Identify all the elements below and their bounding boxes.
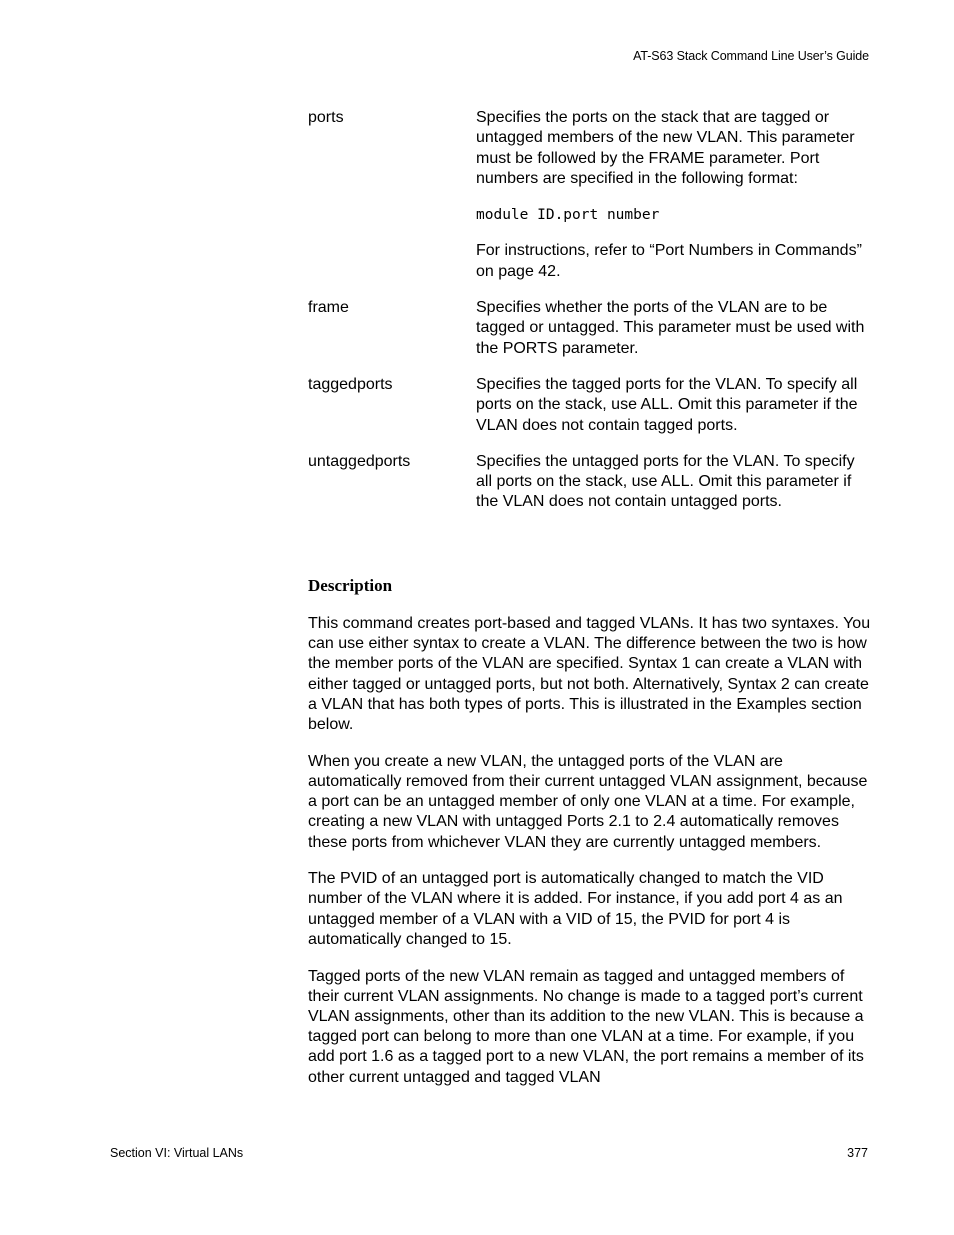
param-name: taggedports <box>308 375 393 393</box>
param-paragraph: Specifies the tagged ports for the VLAN. To specify all ports on the stack, use ALL. Omit this parameter if the VLAN does not contain tagged ports. <box>476 375 858 434</box>
footer-section: Section VI: Virtual LANs <box>110 1146 244 1160</box>
param-note: For instructions, refer to “Port Numbers in Commands” on page 42. <box>476 242 862 280</box>
body-paragraph: When you create a new VLAN, the untagged ports of the VLAN are automatically removed from their current untagged VLAN assignment, because a port can be an untagged member of only one VLAN at a time. For example, creating a new VLAN with untagged Ports 2.1 to 2.4 automatically removes these ports from whichever VLAN they are currently untagged members. <box>308 752 868 851</box>
param-name: frame <box>308 299 349 317</box>
param-code-format: module ID.port number <box>476 207 660 224</box>
param-row-untaggedports <box>308 452 873 513</box>
param-description <box>476 452 873 513</box>
param-row-ports <box>308 108 873 282</box>
param-description <box>476 298 873 359</box>
param-paragraph: Specifies the ports on the stack that are tagged or untagged members of the new VLAN. This parameter must be followed by the FRAME parameter. Port numbers are specified in the following format: <box>476 109 855 187</box>
body-paragraph: Tagged ports of the new VLAN remain as tagged and untagged members of their current VLAN assignments. No change is made to a tagged port’s current VLAN assignments, other than its addition to the new VLAN. This is because a tagged port can belong to more than one VLAN at a time. For example, if you add port 1.6 as a tagged port to a new VLAN, the port remains a member of its other current untagged and tagged VLAN <box>308 967 864 1086</box>
body-paragraph: This command creates port-based and tagged VLANs. It has two syntaxes. You can use either syntax to create a VLAN. The difference between the two is how the member ports of the VLAN are specified. Syntax 1 can create a VLAN with either tagged or untagged ports, but not both. Alternatively, Syntax 2 can create a VLAN that has both types of ports. This is illustrated in the Examples section below. <box>308 615 871 734</box>
param-description <box>476 375 873 436</box>
body-paragraph: The PVID of an untagged port is automatically changed to match the VID number of the VLAN where it is added. For instance, if you add port 4 as an untagged member of a VLAN with a VID of 15, the PVID for port 4 is automatically changed to 15. <box>308 870 843 948</box>
param-description <box>476 108 873 282</box>
param-row-frame <box>308 298 873 359</box>
description-body <box>308 614 873 1104</box>
param-paragraph: Specifies whether the ports of the VLAN are to be tagged or untagged. This parameter must be used with the PORTS parameter. <box>476 299 865 357</box>
param-paragraph: Specifies the untagged ports for the VLAN. To specify all ports on the stack, use ALL. Omit this parameter if the VLAN does not contain untagged ports. <box>476 452 855 511</box>
parameter-table <box>308 108 873 529</box>
running-header: AT-S63 Stack Command Line User’s Guide <box>633 49 869 63</box>
param-name: untaggedports <box>308 452 411 470</box>
param-row-taggedports <box>308 375 873 436</box>
section-heading: Description <box>308 576 393 595</box>
page-number: 377 <box>847 1146 868 1160</box>
param-name: ports <box>308 109 344 126</box>
